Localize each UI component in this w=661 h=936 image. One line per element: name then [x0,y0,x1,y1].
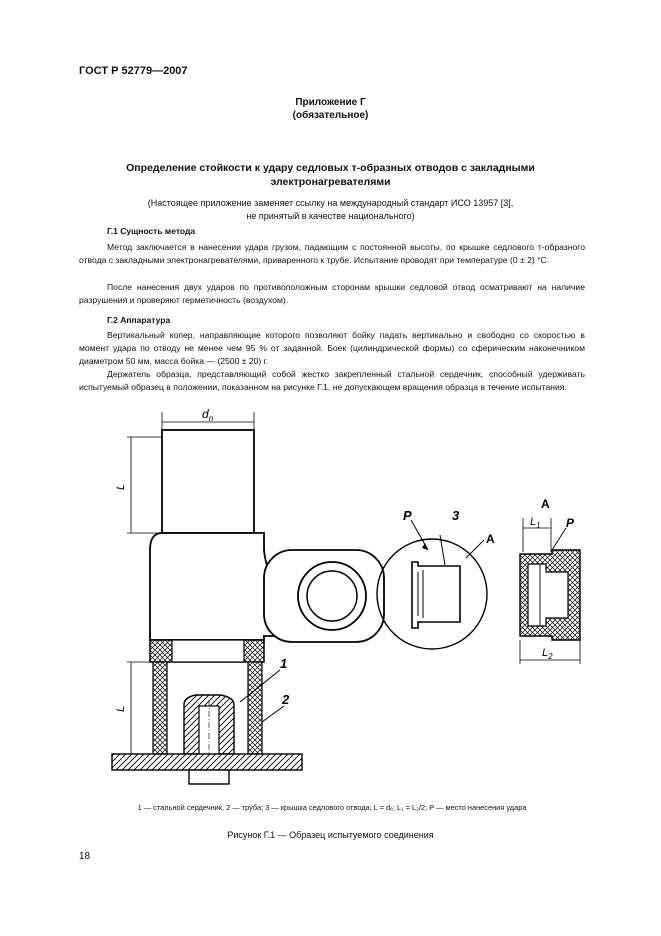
cap-number-label: 3 [452,508,460,523]
figure-caption: Рисунок Г.1 — Образец испытуемого соединения [227,830,434,840]
p-label: P [403,508,412,523]
detail-p-leader [552,528,566,550]
detail-cap-cavity [528,564,568,626]
saddle-cap [412,562,460,628]
pipe-wall-right [248,662,262,754]
dn-label: $d_n$ [202,407,214,423]
core-number-label: 1 [280,656,288,671]
detail-a-title: A [541,497,550,511]
page-number: 18 [79,851,91,862]
appendix-label: Приложение Г [295,97,366,108]
bolt-head [189,770,229,784]
fusion-zone-inner [172,640,244,662]
section-g1-paragraph-1 [79,241,585,267]
pipe-leader [262,706,284,722]
l2-label: $L_2$ [542,647,553,661]
l1-label: $L_1$ [530,516,541,530]
section-g2-paragraph-1 [79,329,585,369]
replacement-note [0,197,661,222]
base-plate [112,754,302,770]
appendix-title [0,161,661,189]
title-line-1: Определение стойкости к удару седловых т-образных отводов с закладными [126,162,535,174]
note-line-1: (Настоящее приложение заменяет ссылку на международный стандарт ИСО 13957 [3], [147,198,514,208]
figure-legend: 1 — стальной сердечник, 2 — труба; 3 — крышка седлового отвода; L = dₑ; L₁ = L₂/2; P — место нанесения удара [137,803,527,812]
section-heading-g1: Г.1 Сущность метода [107,226,196,236]
lower-L-label: L [115,705,127,712]
detail-a-callout: A [486,532,495,546]
section-heading-g2: Г.2 Аппаратура [107,315,171,325]
upper-cylinder [162,430,254,533]
document-header: ГОСТ Р 52779—2007 [79,65,188,77]
title-line-2: электронагревателями [270,176,391,188]
section-g2-paragraph-2-text: Держатель образца, представляющий собой жестко закрепленный стальной сердечник, способный удерживать испытуемый образец в положении, показанном на рисунке Г.1, не допускающем вращения образца в течение испытания. [79,369,585,393]
detail-p-label: P [566,516,575,530]
appendix-status: (обязательное) [292,110,369,121]
upper-L-label: L [115,483,127,490]
pipe-number-label: 2 [282,692,290,707]
detail-a-leader [466,540,484,558]
branch-inner-circle [307,571,357,621]
note-line-2: не принятый в качестве национального) [246,210,415,221]
section-g1-paragraph-2-text: После нанесения двух ударов по противоположным сторонам крышки седловой отвод осматривают на наличие разрушения и проверяют герметичность (воздухом). [79,282,585,306]
section-g2-paragraph-2 [79,368,585,394]
p-arrow [422,543,428,550]
section-g1-paragraph-1-text: Метод заключается в нанесении удара грузом, падающим с постоянной высоты, по крышке седлового т-образного отвода с закладными электронагревателями, приваренного к трубе. Испытание проводят при температуре (0 ± 2) °С. [79,242,585,266]
section-g2-paragraph-1-text: Вертикальный копер, направляющие которого позволяют бойку падать вертикально и свободно со скоростью в момент удара по отводу не менее чем 95 % от заданной. Боек (цилиндрической формы) со сферическим наконечником диаметром 50 мм, масса бойка — (2500 ± 20) г. [79,330,585,367]
test-specimen-figure [0,400,661,800]
pipe-wall-left [153,662,167,754]
section-g1-paragraph-2 [79,281,585,307]
